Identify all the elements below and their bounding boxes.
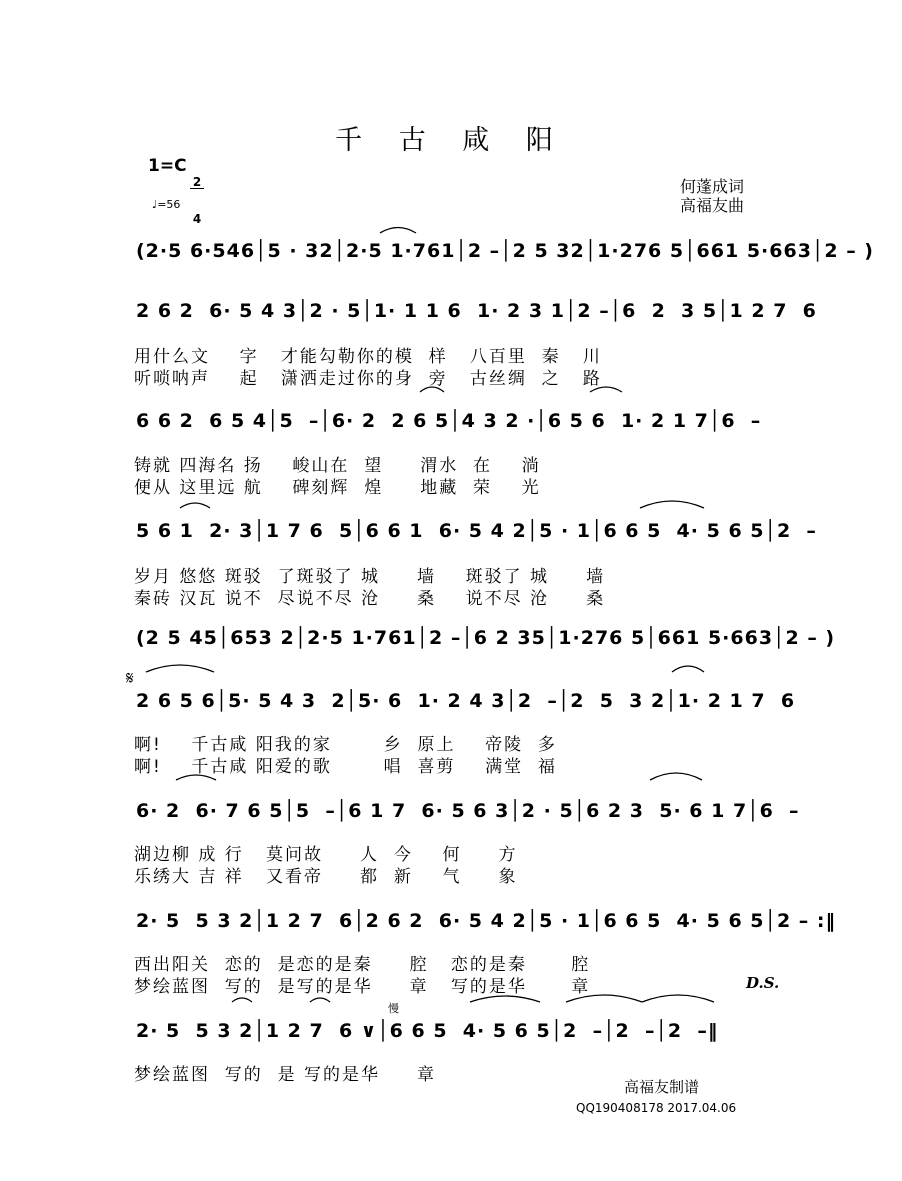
score-line-7: 6· 2 6· 7 6 5│5 –│6 1 7 6· 5 6 3│2 · 5│6 2 3 5· 6 1 7│6 – — [136, 800, 800, 822]
score-line-5: (2 5 45│653 2│2·5 1·761│2 –│6 2 35│1·276 5│661 5·663│2 – ) — [136, 627, 836, 649]
slow-marking: 慢 — [388, 1002, 399, 1015]
slur — [470, 996, 540, 1002]
slur — [180, 503, 210, 508]
contact-and-date: QQ190408178 2017.04.06 — [576, 1101, 737, 1115]
slur — [650, 773, 702, 780]
slur — [380, 228, 416, 234]
lyrics-line-2-verse-1: 用什么文 字 才能勾勒你的模 样 八百里 秦 川 — [134, 347, 602, 367]
lyrics-line-7-verse-1: 湖边柳 成 行 莫问故 人 今 何 方 — [134, 845, 518, 865]
score-line-4: 5 6 1 2· 3│1 7 6 5│6 6 1 6· 5 4 2│5 · 1│6 6 5 4· 5 6 5│2 – — [136, 520, 817, 542]
lyrics-line-7-verse-2: 乐绣大 吉 祥 又看帝 都 新 气 象 — [134, 867, 518, 887]
lyricist: 何蓬成词 — [680, 177, 745, 196]
score-maker: 高福友制谱 — [624, 1078, 700, 1096]
composer: 高福友曲 — [680, 196, 745, 215]
lyrics-line-8-verse-1: 西出阳关 恋的 是恋的是秦 腔 恋的是秦 腔 — [134, 955, 591, 975]
dal-segno-marking: D.S. — [746, 974, 780, 992]
score-line-8: 2· 5 5 3 2│1 2 7 6│2 6 2 6· 5 4 2│5 · 1│6 6 5 4· 5 6 5│2 – :‖ — [136, 910, 836, 932]
lyrics-line-9: 梦绘蓝图 写的 是 写的是华 章 — [134, 1065, 437, 1085]
tempo-marking: ♩=56 — [152, 198, 181, 211]
slur — [642, 995, 714, 1002]
time-signature-top: 2 — [190, 176, 204, 189]
time-signature-bottom: 4 — [192, 212, 202, 226]
score-line-9: 2· 5 5 3 2│1 2 7 6 ∨│6 6 5 4· 5 6 5│2 –│2 –│2 –‖ — [136, 1020, 719, 1042]
slur — [232, 998, 252, 1002]
slur — [310, 998, 330, 1002]
slur — [590, 387, 622, 392]
slur — [176, 775, 216, 780]
score-line-1: (2·5 6·546│5 · 32│2·5 1·761│2 –│2 5 32│1·276 5│661 5·663│2 – ) — [136, 240, 874, 262]
lyrics-line-3-verse-1: 铸就 四海名 扬 峻山在 望 渭水 在 淌 — [134, 456, 541, 476]
score-line-3: 6 6 2 6 5 4│5 –│6· 2 2 6 5│4 3 2 ·│6 5 6 1· 2 1 7│6 – — [136, 410, 762, 432]
segno-icon: 𝄋 — [126, 668, 134, 689]
lyrics-line-4-verse-2: 秦砖 汉瓦 说不 尽说不尽 沧 桑 说不尽 沧 桑 — [134, 589, 606, 609]
score-line-2: 2 6 2 6· 5 4 3│2 · 5│1· 1 1 6 1· 2 3 1│2 –│6 2 3 5│1 2 7 6 — [136, 300, 817, 322]
slur — [640, 501, 704, 508]
lyrics-line-2-verse-2: 听唢呐声 起 潇洒走过你的身 旁 古丝绸 之 路 — [134, 369, 602, 389]
lyrics-line-6-verse-2: 啊! 千古咸 阳爱的歌 唱 喜剪 满堂 福 — [134, 757, 557, 777]
slur — [420, 387, 444, 392]
key-signature: 1=C — [148, 156, 187, 176]
slur — [146, 665, 214, 672]
score-line-6: 2 6 5 6│5· 5 4 3 2│5· 6 1· 2 4 3│2 –│2 5 3 2│1· 2 1 7 6 — [136, 690, 796, 712]
lyrics-line-6-verse-1: 啊! 千古咸 阳我的家 乡 原上 帝陵 多 — [134, 735, 557, 755]
song-title: 千 古 咸 阳 — [335, 125, 567, 156]
lyrics-line-3-verse-2: 便从 这里远 航 碑刻辉 煌 地藏 荣 光 — [134, 478, 541, 498]
lyrics-line-4-verse-1: 岁月 悠悠 斑驳 了斑驳了 城 墙 斑驳了 城 墙 — [134, 567, 606, 587]
lyrics-line-8-verse-2: 梦绘蓝图 写的 是写的是华 章 写的是华 章 — [134, 977, 591, 997]
slur — [672, 666, 704, 672]
slur — [566, 995, 642, 1002]
